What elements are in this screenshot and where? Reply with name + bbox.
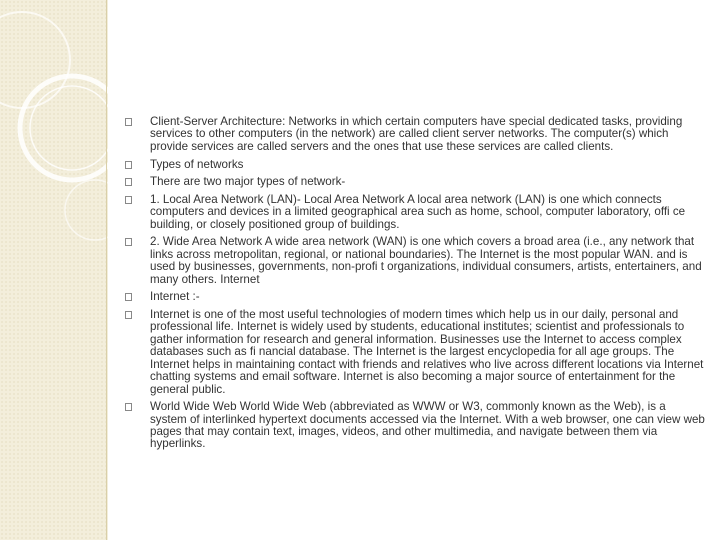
bullet-box-icon xyxy=(125,293,132,301)
bullet-text: There are two major types of network- xyxy=(150,175,346,189)
bullet-text: 2. Wide Area Network A wide area network (WAN) is one which covers a broad area (i.e., any network that links across metropolitan, regional, or national boundaries). The Internet is the most popular WAN. and is used by businesses, governments, non-profi t organizations, individual consumers, artists, entertainers, and many others. Internet xyxy=(150,235,702,286)
bullet-internet-heading xyxy=(125,291,705,303)
bullet-two-major-types xyxy=(125,176,705,188)
bullet-box-icon xyxy=(125,238,132,246)
bullet-box-icon xyxy=(125,403,132,411)
bullet-types-of-networks xyxy=(125,159,705,171)
bullet-www xyxy=(125,401,705,451)
bullet-client-server xyxy=(125,116,705,153)
bullet-text: 1. Local Area Network (LAN)- Local Area Network A local area network (LAN) is one which connects computers and devices in a limited geographical area such as home, school, computer laboratory, offi ce building, or closely positioned group of buildings. xyxy=(150,192,686,231)
bullet-lan xyxy=(125,194,705,231)
bullet-text: World Wide Web World Wide Web (abbreviated as WWW or W3, commonly known as the Web), is a system of interlinked hypertext documents accessed via the Internet. With a web browser, one can view web pages that may contain text, images, videos, and other multimedia, and navigate between them via hyperlinks. xyxy=(150,400,705,451)
slide-body xyxy=(125,116,705,456)
decorative-circles xyxy=(0,0,108,540)
bullet-box-icon xyxy=(125,118,132,126)
bullet-box-icon xyxy=(125,196,132,204)
sidebar-divider xyxy=(106,0,107,540)
bullet-box-icon xyxy=(125,311,132,319)
bullet-internet-description xyxy=(125,309,705,396)
bullet-wan xyxy=(125,236,705,286)
bullet-box-icon xyxy=(125,161,132,169)
decorative-sidebar xyxy=(0,0,108,540)
bullet-box-icon xyxy=(125,178,132,186)
bullet-text: Client-Server Architecture: Networks in which certain computers have special dedicated tasks, providing services to other computers (in the network) are called client server networks. The computer(s) which provide services are called servers and the ones that use these services are called clients. xyxy=(150,115,683,153)
bullet-text: Internet :- xyxy=(150,290,200,304)
bullet-text: Types of networks xyxy=(150,157,244,171)
bullet-text: Internet is one of the most useful technologies of modern times which help us in our daily, personal and professional life. Internet is widely used by students, educational institutes; scientist and professionals to gather information for research and general information. Businesses use the Internet to access complex databases such as fi nancial database. The Internet is the largest encyclopedia for all age groups. The Internet helps in maintaining contact with friends and relatives who live across different locations via Internet chatting systems and email software. Internet is also becoming a major source of entertainment for the general public. xyxy=(150,308,704,396)
